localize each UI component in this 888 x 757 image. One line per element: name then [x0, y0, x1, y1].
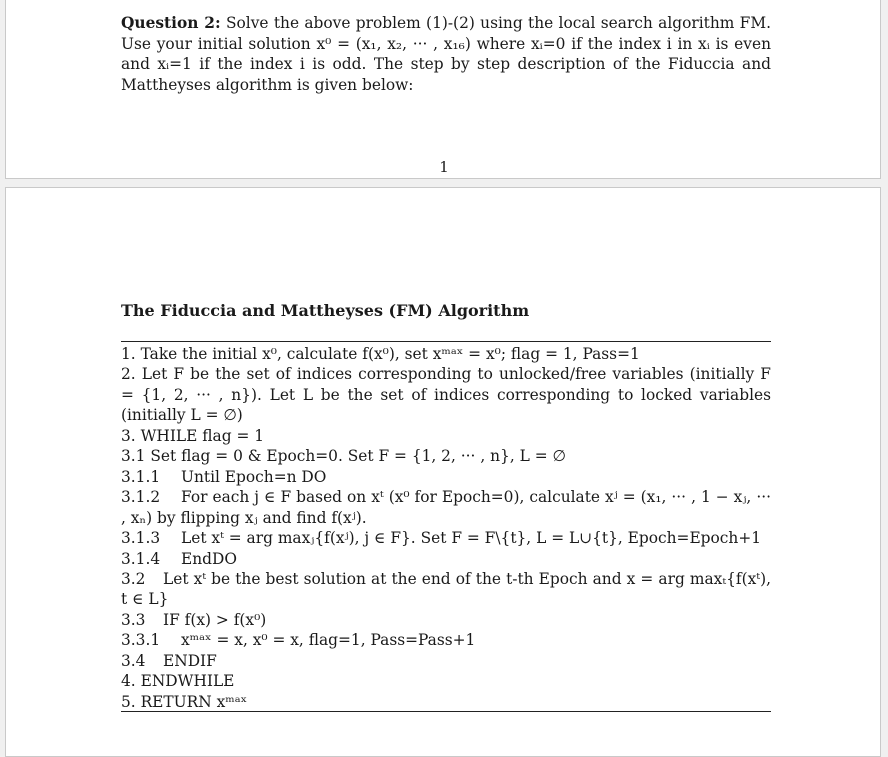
- top-rule: [121, 341, 771, 342]
- step-3-1: [121, 446, 771, 466]
- step-3-3: [121, 610, 771, 630]
- step-text: ENDWHILE: [140, 672, 235, 691]
- step-3-1-2: [121, 487, 771, 528]
- bottom-rule: [121, 711, 771, 712]
- step-number: 3.3: [121, 610, 146, 629]
- step-text: xᵐᵃˣ = x, x⁰ = x, flag=1, Pass=Pass+1: [181, 631, 476, 650]
- question-text: Solve the above problem (1)-(2) using the local search algorithm FM. Use your initial solution x⁰ = (x₁, x₂, ··· , x₁₆) where xᵢ=0 if the index i in xᵢ is even and xᵢ=1 if the index i is odd. The step by step description of the Fiduccia and Mattheyses algorithm is given below:: [121, 14, 771, 94]
- step-number: 3.2: [121, 569, 146, 588]
- page-2: [5, 187, 881, 757]
- step-text: Let xᵗ = arg maxⱼ{f(xʲ), j ∈ F}. Set F = F\{t}, L = L∪{t}, Epoch=Epoch+1: [181, 529, 762, 548]
- page-1: [5, 0, 881, 179]
- step-3-1-1: [121, 467, 771, 487]
- step-3-3-1: [121, 630, 771, 650]
- algorithm-title: The Fiduccia and Mattheyses (FM) Algorithm: [121, 301, 530, 320]
- step-3: [121, 426, 771, 446]
- step-number: 3.4: [121, 651, 146, 670]
- step-text: For each j ∈ F based on xᵗ (x⁰ for Epoch=0), calculate xʲ = (x₁, ··· , 1 − xⱼ, ··· , xₙ) by flipping xⱼ and find f(xʲ).: [121, 488, 771, 527]
- step-text: Take the initial x⁰, calculate f(x⁰), set xᵐᵃˣ = x⁰; flag = 1, Pass=1: [140, 345, 640, 363]
- step-number: 3.: [121, 426, 136, 445]
- step-text: WHILE flag = 1: [140, 426, 265, 445]
- step-1: [121, 344, 771, 364]
- step-number: 3.1.2: [121, 488, 161, 507]
- step-number: 5.: [121, 692, 136, 711]
- step-text: EndDO: [181, 549, 237, 568]
- step-text: Let xᵗ be the best solution at the end of the t-th Epoch and x = arg maxₜ{f(xᵗ), t ∈ L}: [121, 569, 771, 609]
- step-number: 3.1: [121, 447, 146, 466]
- step-number: 3.3.1: [121, 631, 161, 650]
- step-5: [121, 692, 771, 712]
- question-paragraph: [121, 13, 771, 95]
- step-number: 1.: [121, 345, 136, 363]
- question-label: Question 2:: [121, 14, 221, 32]
- step-number: 3.1.1: [121, 467, 161, 486]
- step-number: 3.1.3: [121, 529, 161, 548]
- step-text: ENDIF: [163, 651, 217, 670]
- step-3-4: [121, 651, 771, 671]
- page-number: 1: [439, 158, 449, 176]
- step-number: 3.1.4: [121, 549, 161, 568]
- step-3-1-3: [121, 528, 771, 548]
- step-text: IF f(x) > f(x⁰): [163, 610, 267, 629]
- step-number: 4.: [121, 672, 136, 691]
- step-number: 2.: [121, 365, 136, 384]
- step-4: [121, 671, 771, 691]
- step-3-2: [121, 569, 771, 610]
- step-text: RETURN xᵐᵃˣ: [140, 692, 248, 711]
- step-text: Let F be the set of indices corresponding to unlocked/free variables (initially F = {1, 2, ··· , n}). Let L be the set of indices corresponding to locked variables (initially L = ∅): [121, 365, 771, 425]
- step-text: Set flag = 0 & Epoch=0. Set F = {1, 2, ··· , n}, L = ∅: [150, 447, 566, 466]
- step-text: Until Epoch=n DO: [181, 467, 327, 486]
- algorithm-body: [121, 344, 771, 712]
- step-3-1-4: [121, 549, 771, 569]
- step-2: [121, 364, 771, 425]
